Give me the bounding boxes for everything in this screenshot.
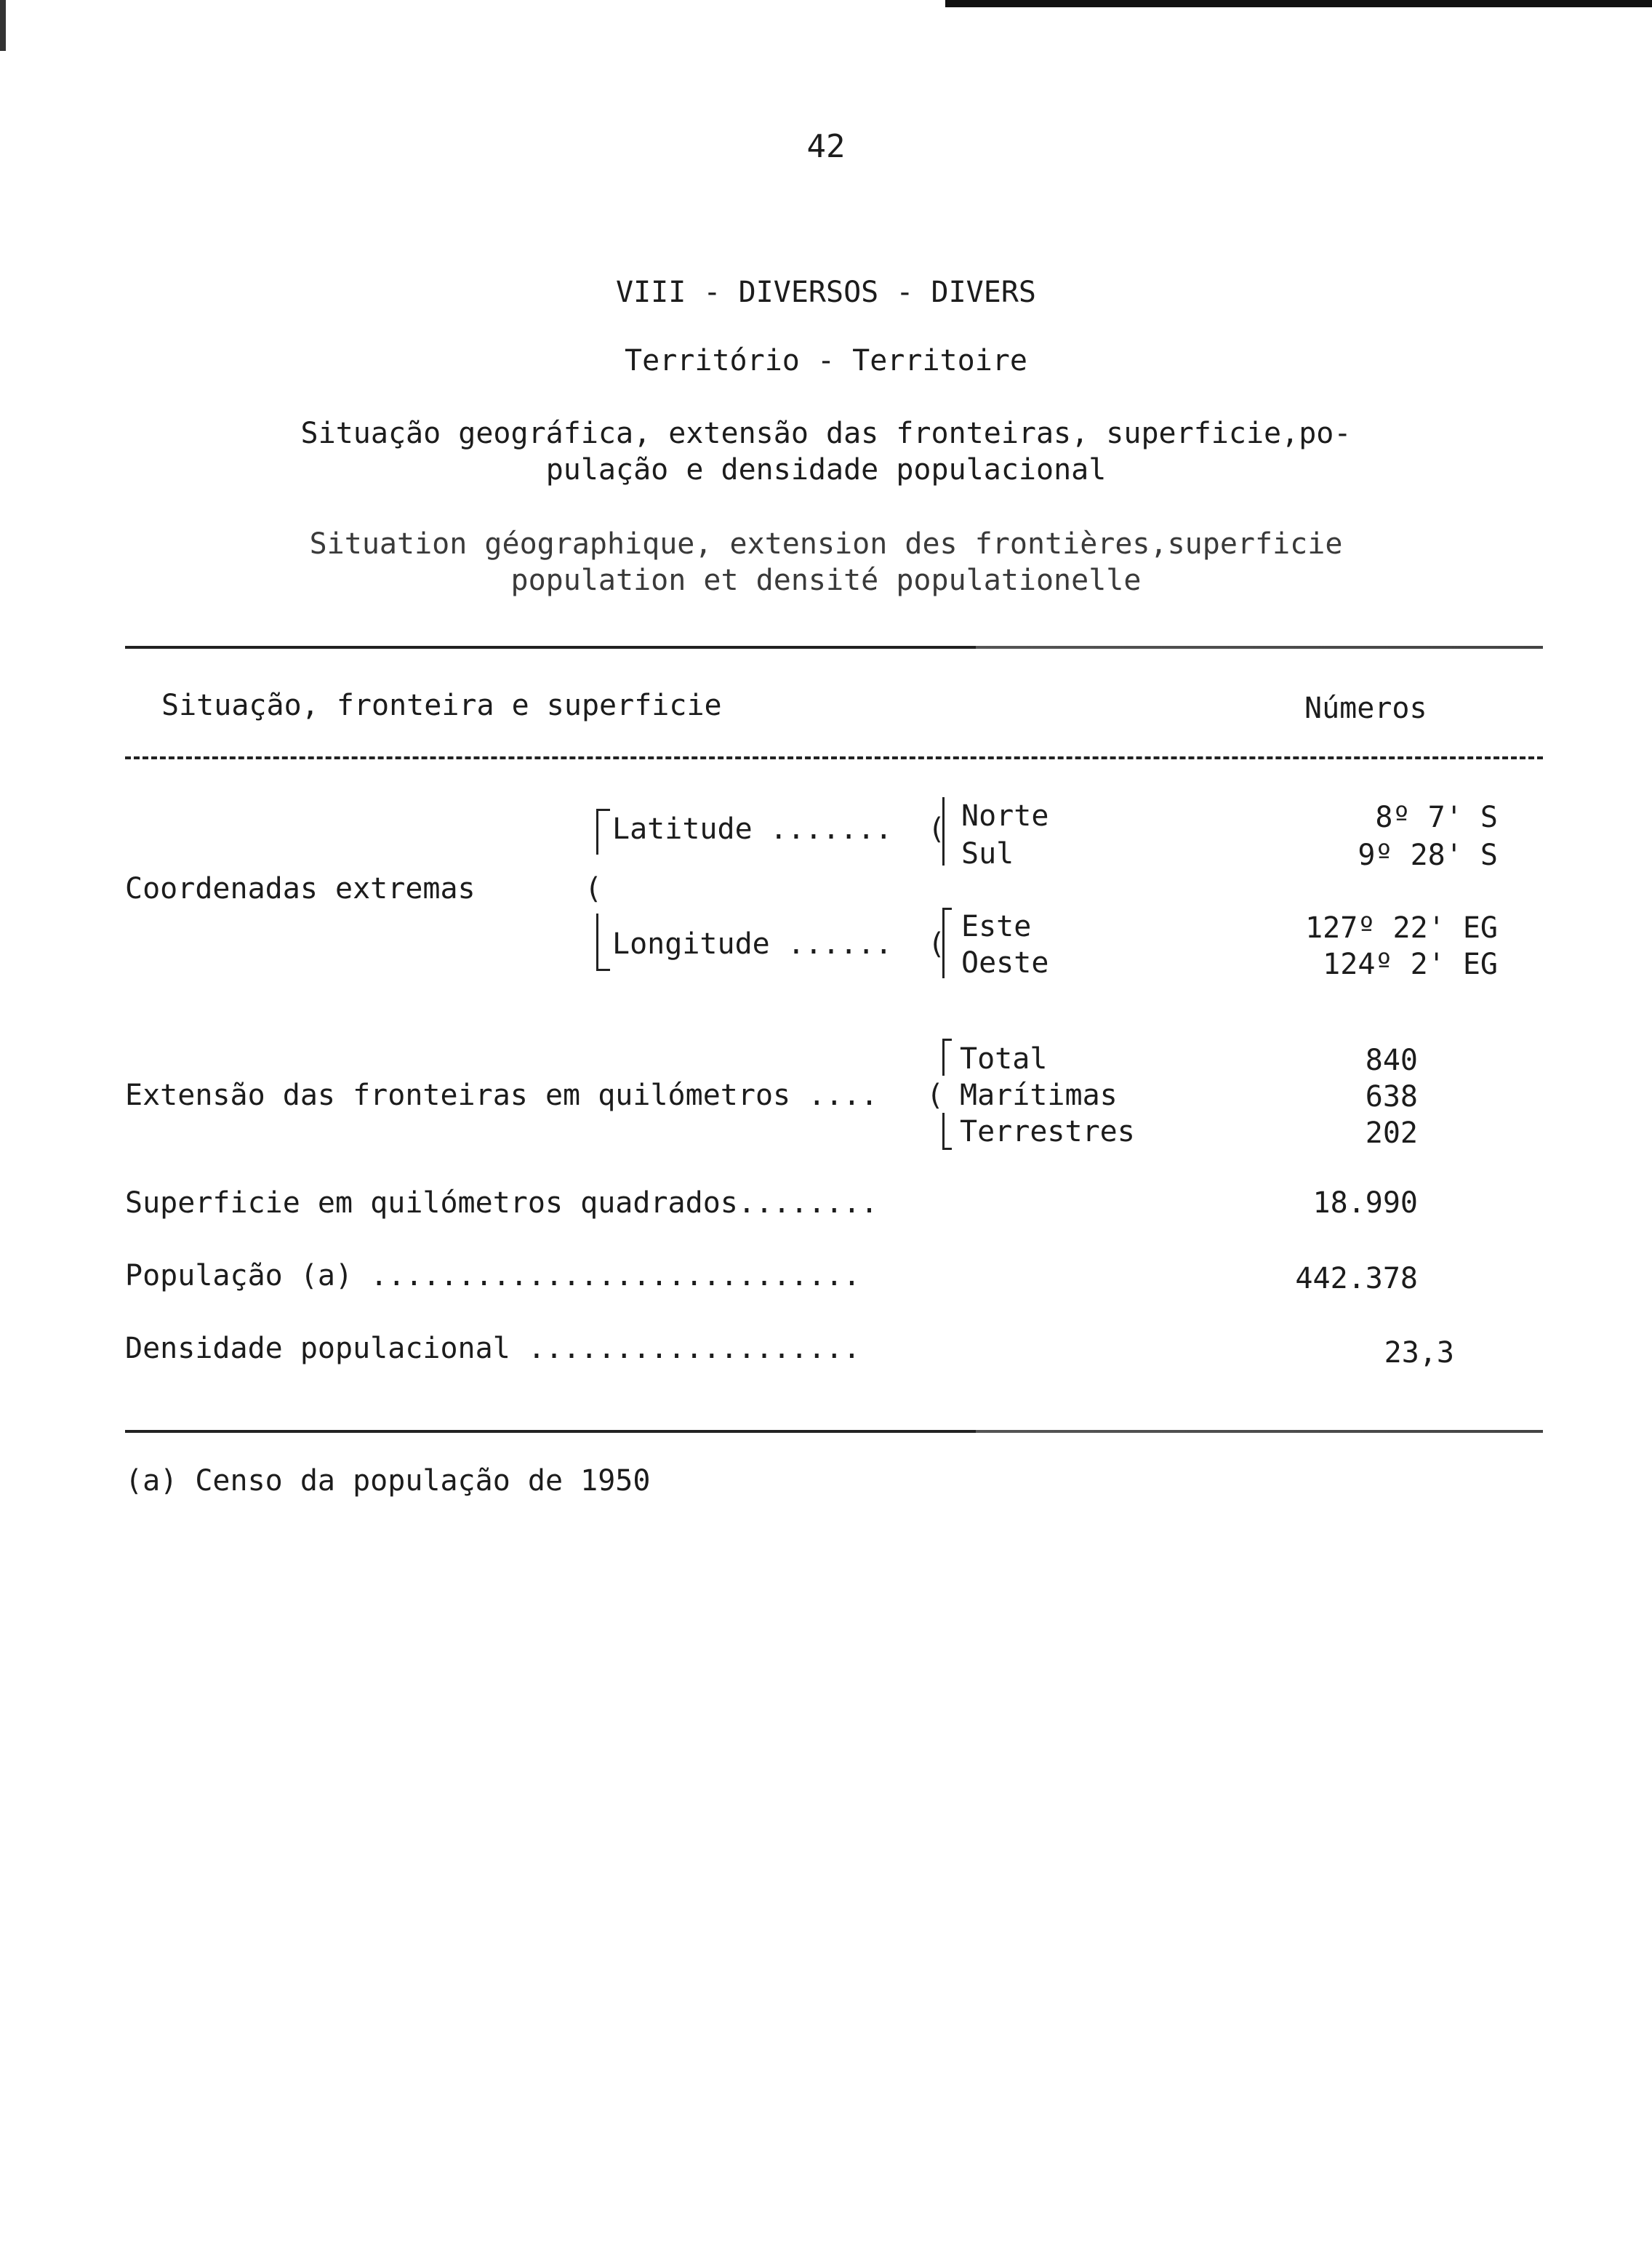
scan-edge-left [0, 0, 6, 51]
header-rule [125, 756, 1543, 759]
west-value: 124º 2' EG [1323, 948, 1498, 981]
borders-maritime-label: Marítimas [960, 1079, 1118, 1112]
footnote: (a) Censo da população de 1950 [125, 1464, 651, 1498]
latitude-bracket [596, 809, 610, 855]
west-label: Oeste [961, 946, 1049, 980]
borders-total-label: Total [960, 1042, 1048, 1076]
scan-edge-top [945, 0, 1652, 7]
title-pt-line2: pulação e densidade populacional [545, 453, 1107, 487]
borders-bracket-bottom [942, 1113, 952, 1150]
section-heading: VIII - DIVERSOS - DIVERS [616, 276, 1036, 309]
column-header-right: Números [1304, 692, 1427, 725]
table-top-rule [125, 646, 1543, 649]
longitude-paren: ( [928, 927, 946, 961]
borders-paren: ( [926, 1079, 945, 1112]
borders-maritime-value: 638 [1365, 1080, 1418, 1114]
title-fr-line2: population et densité populationelle [510, 564, 1142, 597]
coordinates-paren: ( [585, 872, 603, 906]
longitude-label: Longitude ...... [612, 927, 893, 961]
borders-land-value: 202 [1365, 1116, 1418, 1150]
latitude-label: Latitude ....... [612, 812, 893, 846]
borders-land-label: Terrestres [960, 1115, 1135, 1148]
section-subheading: Território - Territoire [625, 344, 1027, 377]
longitude-bracket [596, 914, 610, 971]
longitude-sub-bracket [942, 908, 952, 978]
latitude-sub-bracket [942, 797, 952, 866]
title-pt-line1: Situação geográfica, extensão das fronteiras, superficie,po- [300, 417, 1352, 450]
latitude-paren: ( [928, 812, 946, 846]
table-bottom-rule [125, 1430, 1543, 1433]
population-label: População (a) ............................ [125, 1259, 861, 1292]
coordinates-label: Coordenadas extremas [125, 872, 476, 906]
density-label: Densidade populacional ................... [125, 1332, 861, 1365]
area-label: Superficie em quilómetros quadrados........ [125, 1186, 878, 1220]
population-value: 442.378 [1295, 1262, 1418, 1295]
density-value: 23,3 [1384, 1336, 1454, 1370]
borders-total-value: 840 [1365, 1044, 1418, 1077]
title-fr-line1: Situation géographique, extension des frontières,superficie [309, 527, 1343, 561]
east-label: Este [961, 910, 1032, 943]
north-value: 8º 7' S [1375, 801, 1498, 834]
south-value: 9º 28' S [1358, 839, 1498, 872]
east-value: 127º 22' EG [1305, 911, 1498, 945]
area-value: 18.990 [1312, 1186, 1418, 1220]
page-number: 42 [806, 128, 846, 165]
south-label: Sul [961, 837, 1014, 871]
borders-bracket-top [942, 1039, 952, 1076]
column-header-left: Situação, fronteira e superficie [161, 689, 722, 722]
north-label: Norte [961, 799, 1049, 833]
borders-label: Extensão das fronteiras em quilómetros .... [125, 1079, 878, 1112]
